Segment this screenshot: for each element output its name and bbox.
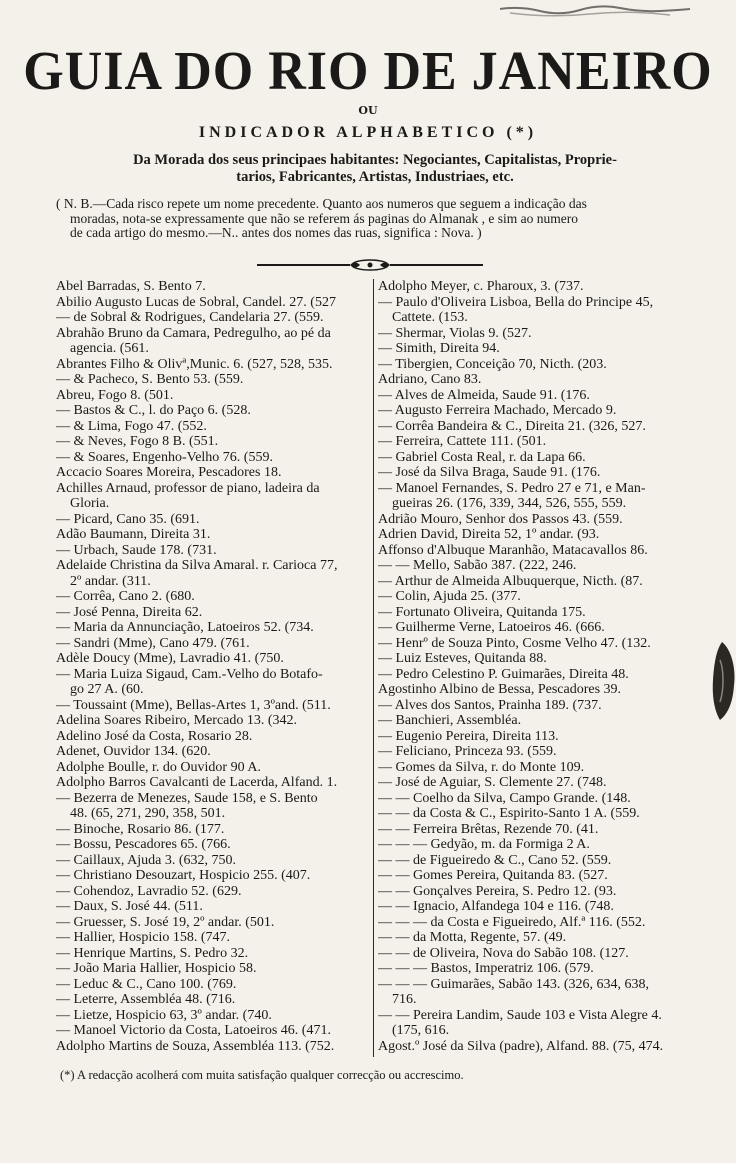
note-line-1: ( N. B.—Cada risco repete um nome precedente. Quanto aos numeros que seguem a indicação das	[56, 196, 587, 211]
binding-blot	[708, 640, 736, 722]
directory-entry: — Leterre, Assembléa 48. (716.	[56, 992, 236, 1007]
directory-entry: — Christiano Desouzart, Hospicio 255. (407.	[56, 868, 311, 883]
page-title: GUIA DO RIO DE JANEIRO	[23, 41, 713, 102]
directory-entry: Abrantes Filho & Olivª,Munic. 6. (527, 528, 535.	[56, 356, 333, 372]
directory-entry: — Binoche, Rosario 86. (177.	[56, 821, 225, 837]
directory-entry: — Urbach, Saude 178. (731.	[56, 542, 217, 558]
directory-entry: — Feliciano, Princeza 93. (559.	[378, 744, 557, 759]
directory-entry: Adolpho Meyer, c. Pharoux, 3. (737.	[378, 279, 584, 294]
note-line-2: moradas, nota-se expressamente que não se referem ás paginas do Almanak , e sim ao numero	[70, 210, 578, 226]
directory-entry: — Ferreira, Cattete 111. (501.	[378, 434, 547, 449]
subtitle-line-2: tarios, Fabricantes, Artistas, Industriaes, etc.	[236, 169, 514, 185]
column-rule	[373, 279, 374, 1057]
editorial-note	[56, 197, 690, 241]
directory-entry: Adolphe Boulle, r. do Ouvidor 90 A.	[56, 759, 261, 775]
directory-entry: — Toussaint (Mme), Bellas-Artes 1, 3ºand. (511.	[56, 697, 331, 713]
directory-entry: agencia. (561.	[70, 341, 149, 356]
directory-entry: — — Gonçalves Pereira, S. Pedro 12. (93.	[378, 883, 617, 899]
footnote: (*) A redacção acolherá com muita satisfação qualquer correcção ou accrescimo.	[60, 1068, 464, 1082]
subtitle-line-1: Da Morada dos seus principaes habitantes: Negociantes, Capitalistas, Proprie-	[133, 152, 617, 168]
directory-entry: Agost.º José da Silva (padre), Alfand. 88. (75, 474.	[378, 1038, 664, 1054]
directory-entry: Adèle Doucy (Mme), Lavradio 41. (750.	[56, 651, 284, 666]
directory-entry: Adelaide Christina da Silva Amaral. r. Carioca 77,	[56, 558, 338, 573]
directory-entry: Adolpho Barros Cavalcanti de Lacerda, Alfand. 1.	[56, 775, 338, 790]
directory-entry: — Eugenio Pereira, Direita 113.	[378, 728, 559, 744]
directory-entry: — — — Gedyão, m. da Formiga 2 A.	[378, 837, 590, 852]
directory-entry: — Fortunato Oliveira, Quitanda 175.	[378, 604, 586, 620]
directory-entry: — Daux, S. José 44. (511.	[56, 899, 203, 914]
directory-entry: 2º andar. (311.	[70, 573, 151, 589]
directory-entry: Abrahão Bruno da Camara, Pedregulho, ao pé da	[56, 325, 331, 341]
directory-entry: 48. (65, 271, 290, 358, 501.	[70, 806, 226, 821]
directory-entry: Affonso d'Albuque Maranhão, Matacavallos 86.	[378, 542, 648, 558]
directory-entry: — José Penna, Direita 62.	[56, 604, 203, 620]
directory-entry: Adolpho Martins de Souza, Assembléa 113. (752.	[56, 1038, 335, 1054]
directory-entry: — Arthur de Almeida Albuquerque, Nicth. (87.	[378, 573, 643, 589]
directory-entry: — Bezerra de Menezes, Saude 158, e S. Bento	[56, 790, 318, 806]
directory-entry: — Guilherme Verne, Latoeiros 46. (666.	[378, 620, 605, 635]
directory-entry: — Paulo d'Oliveira Lisboa, Bella do Principe 45,	[378, 294, 654, 310]
directory-entry: — & Pacheco, S. Bento 53. (559.	[56, 372, 244, 387]
directory-entry: — — da Costa & C., Espirito-Santo 1 A. (559.	[378, 806, 640, 821]
directory-entry: — — de Figueiredo & C., Cano 52. (559.	[378, 852, 612, 868]
directory-entry: — Gabriel Costa Real, r. da Lapa 66.	[378, 449, 586, 465]
directory-entry: — Corrêa Bandeira & C., Direita 21. (326, 527.	[378, 418, 646, 434]
directory-entry: — Leduc & C., Cano 100. (769.	[56, 976, 237, 992]
directory-entry: — Banchieri, Assembléa.	[378, 713, 522, 728]
directory-entry: — — da Motta, Regente, 57. (49.	[378, 930, 567, 945]
note-line-3: de cada artigo do mesmo.—N.. antes dos nomes das ruas, significa : Nova. )	[70, 225, 482, 240]
directory-entry: — Manoel Fernandes, S. Pedro 27 e 71, e Man-	[378, 480, 646, 496]
directory-entry: — — Gomes Pereira, Quitanda 83. (527.	[378, 868, 608, 883]
directory-entry: — Manoel Victorio da Costa, Latoeiros 46. (471.	[56, 1023, 331, 1038]
directory-entry: — — — Guimarães, Sabão 143. (326, 634, 638,	[378, 976, 650, 992]
directory-entry: go 27 A. (60.	[70, 682, 144, 697]
directory-entry: — Sandri (Mme), Cano 479. (761.	[56, 635, 250, 651]
directory-entry: — Alves dos Santos, Prainha 189. (737.	[378, 697, 602, 713]
directory-entry: — Bastos & C., l. do Paço 6. (528.	[56, 403, 251, 418]
directory-entry: Agostinho Albino de Bessa, Pescadores 39.	[378, 682, 622, 697]
directory-entry: — João Maria Hallier, Hospicio 58.	[56, 961, 257, 976]
directory-entry: Achilles Arnaud, professor de piano, ladeira da	[56, 480, 320, 496]
directory-entry: Accacio Soares Moreira, Pescadores 18.	[56, 465, 282, 480]
section-heading: INDICADOR ALPHABETICO (*)	[198, 124, 538, 141]
directory-entry: Adelino José da Costa, Rosario 28.	[56, 728, 253, 744]
directory-entry: Abel Barradas, S. Bento 7.	[56, 279, 206, 294]
directory-entry: — Alves de Almeida, Saude 91. (176.	[378, 387, 590, 403]
directory-entry: — — Mello, Sabão 387. (222, 246.	[378, 558, 577, 573]
directory-entry: Adenet, Ouvidor 134. (620.	[56, 744, 211, 759]
directory-entry: — Gomes da Silva, r. do Monte 109.	[378, 759, 585, 775]
directory-entry: Adrião Mouro, Senhor dos Passos 43. (559.	[378, 511, 623, 527]
directory-entry: — José da Silva Braga, Saude 91. (176.	[378, 465, 601, 480]
directory-entry: (175, 616.	[392, 1023, 450, 1038]
directory-entry: — José de Aguiar, S. Clemente 27. (748.	[378, 775, 607, 790]
directory-entry: — — Coelho da Silva, Campo Grande. (148.	[378, 790, 631, 806]
directory-entry: Adão Baumann, Direita 31.	[56, 527, 211, 542]
directory-entry: — & Lima, Fogo 47. (552.	[56, 418, 207, 434]
directory-entry: 716.	[392, 992, 417, 1007]
directory-entry: — & Neves, Fogo 8 B. (551.	[56, 434, 219, 449]
directory-entry: — Bossu, Pescadores 65. (766.	[56, 837, 231, 852]
directory-entry: — Tibergien, Conceição 70, Nicth. (203.	[378, 356, 607, 372]
directory-entry: gueiras 26. (176, 339, 344, 526, 555, 559.	[392, 496, 627, 511]
ornamental-divider	[255, 258, 485, 272]
directory-entry: — Pedro Celestino P. Guimarães, Direita 48.	[378, 666, 629, 682]
directory-entry: — Picard, Cano 35. (691.	[56, 511, 200, 527]
directory-entry: — Lietze, Hospicio 63, 3º andar. (740.	[56, 1007, 272, 1023]
directory-entry: — Luiz Esteves, Quitanda 88.	[378, 651, 547, 666]
left-column	[56, 279, 372, 1054]
directory-entry: — Caillaux, Ajuda 3. (632, 750.	[56, 852, 237, 868]
subtitle	[60, 152, 690, 186]
directory-entry: — Colin, Ajuda 25. (377.	[378, 589, 521, 604]
directory-entry: — Augusto Ferreira Machado, Mercado 9.	[378, 403, 617, 418]
directory-entry: — Simith, Direita 94.	[378, 341, 500, 356]
directory-entry: Adelina Soares Ribeiro, Mercado 13. (342.	[56, 713, 298, 728]
directory-entry: — Cohendoz, Lavradio 52. (629.	[56, 883, 242, 899]
directory-entry: — — — da Costa e Figueiredo, Alf.ª 116. (552.	[378, 914, 646, 930]
directory-entry: Abreu, Fogo 8. (501.	[56, 387, 174, 403]
directory-entry: — — Pereira Landim, Saude 103 e Vista Alegre 4.	[378, 1007, 662, 1023]
directory-entry: — Hallier, Hospicio 158. (747.	[56, 930, 231, 945]
directory-entry: — Maria da Annunciação, Latoeiros 52. (734.	[56, 620, 314, 635]
directory-entry: — Henrº de Souza Pinto, Cosme Velho 47. (132.	[378, 635, 651, 651]
directory-entry: Adrien David, Direita 52, 1º andar. (93.	[378, 527, 600, 542]
directory-entry: — — Ignacio, Alfandega 104 e 116. (748.	[378, 899, 614, 914]
directory-entry: — Shermar, Violas 9. (527.	[378, 325, 532, 341]
directory-entry: — de Sobral & Rodrigues, Candelaria 27. (559.	[56, 310, 324, 325]
directory-entry: Gloria.	[70, 496, 110, 511]
directory-entry: — Gruesser, S. José 19, 2º andar. (501.	[56, 914, 275, 930]
directory-entry: — — Ferreira Brêtas, Rezende 70. (41.	[378, 821, 599, 837]
directory-entry: Cattete. (153.	[392, 310, 468, 325]
directory-entry: — — — Bastos, Imperatriz 106. (579.	[378, 961, 594, 976]
directory-entry: — Corrêa, Cano 2. (680.	[56, 589, 195, 604]
directory-entry: — Henrique Martins, S. Pedro 32.	[56, 945, 249, 961]
title-conjunction: OU	[358, 104, 378, 117]
directory-entry: — — de Oliveira, Nova do Sabão 108. (127.	[378, 945, 629, 961]
directory-entry: Abilio Augusto Lucas de Sobral, Candel. 27. (527	[56, 294, 336, 310]
right-column	[378, 279, 696, 1054]
directory-entry: — Maria Luiza Sigaud, Cam.-Velho do Botafo-	[56, 666, 323, 682]
directory-entry: Adriano, Cano 83.	[378, 372, 482, 387]
scan-smudge-top	[500, 4, 690, 20]
directory-entry: — & Soares, Engenho-Velho 76. (559.	[56, 449, 273, 465]
